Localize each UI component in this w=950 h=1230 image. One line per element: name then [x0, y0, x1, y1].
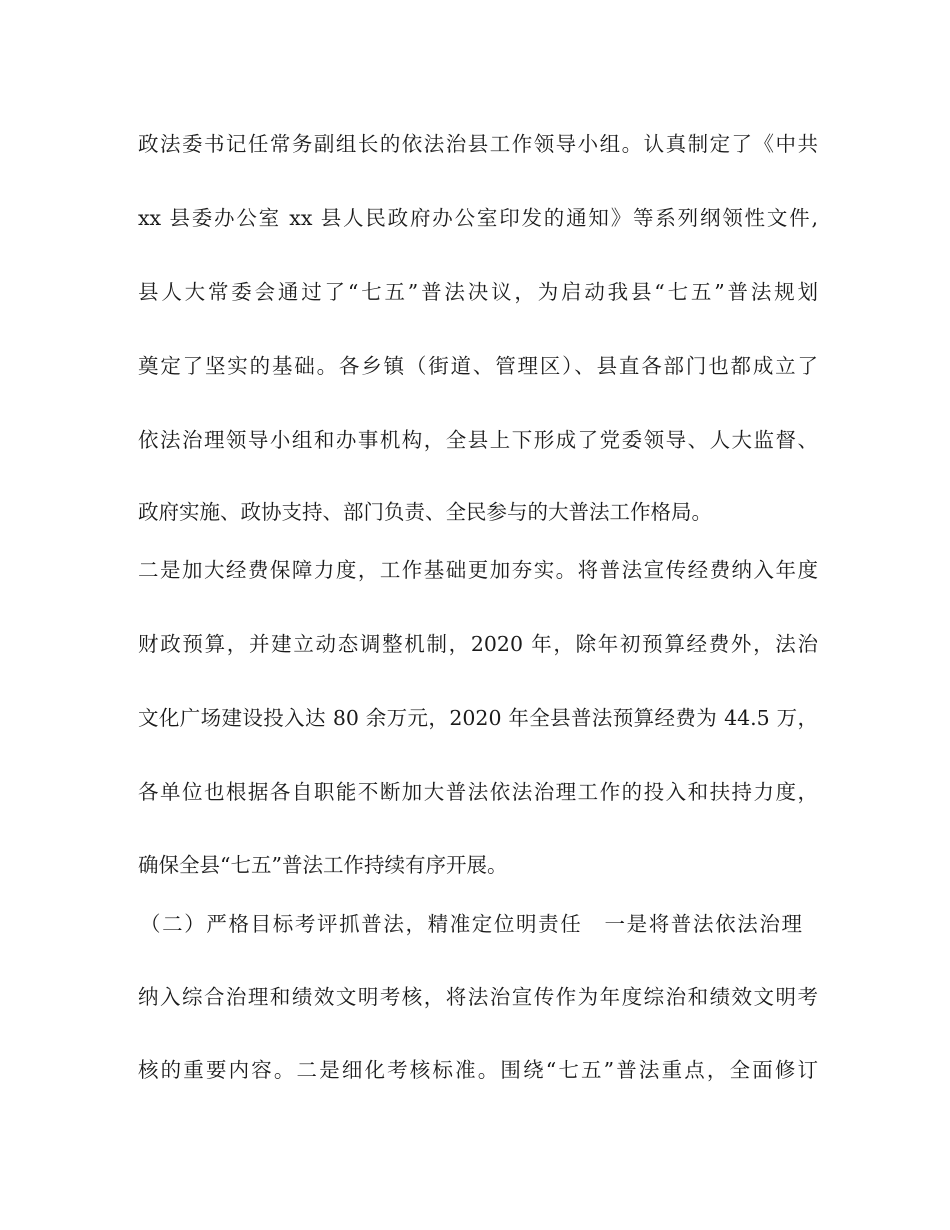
text-line: 县人大常委会通过了“七五”普法决议，为启动我县“七五”普法规划	[138, 280, 818, 304]
text-line: 政法委书记任常务副组长的依法治县工作领导小组。认真制定了《中共	[138, 132, 818, 156]
text-line: 奠定了坚实的基础。各乡镇（街道、管理区）、县直各部门也都成立了	[138, 354, 818, 378]
text-line: 依法治理领导小组和办事机构，全县上下形成了党委领导、人大监督、	[138, 428, 818, 452]
text-line: 政府实施、政协支持、部门负责、全民参与的大普法工作格局。	[138, 500, 712, 524]
text-line: 核的重要内容。二是细化考核标准。围绕“七五”普法重点，全面修订	[138, 1058, 818, 1082]
text-line: 二是加大经费保障力度，工作基础更加夯实。将普法宣传经费纳入年度	[138, 558, 818, 582]
text-line: 纳入综合治理和绩效文明考核，将法治宣传作为年度综治和绩效文明考	[138, 985, 818, 1009]
text-line: xx 县委办公室 xx 县人民政府办公室印发的通知》等系列纲领性文件,	[138, 206, 818, 230]
text-line: 财政预算，并建立动态调整机制，2020 年，除年初预算经费外，法治	[138, 632, 818, 656]
text-line: 各单位也根据各自职能不断加大普法依法治理工作的投入和扶持力度，	[138, 780, 818, 804]
text-line: 文化广场建设投入达 80 余万元，2020 年全县普法预算经费为 44.5 万，	[138, 706, 818, 730]
text-line: 确保全县“七五”普法工作持续有序开展。	[138, 853, 508, 877]
text-line: （二）严格目标考评抓普法，精准定位明责任 一是将普法依法治理	[140, 912, 802, 936]
